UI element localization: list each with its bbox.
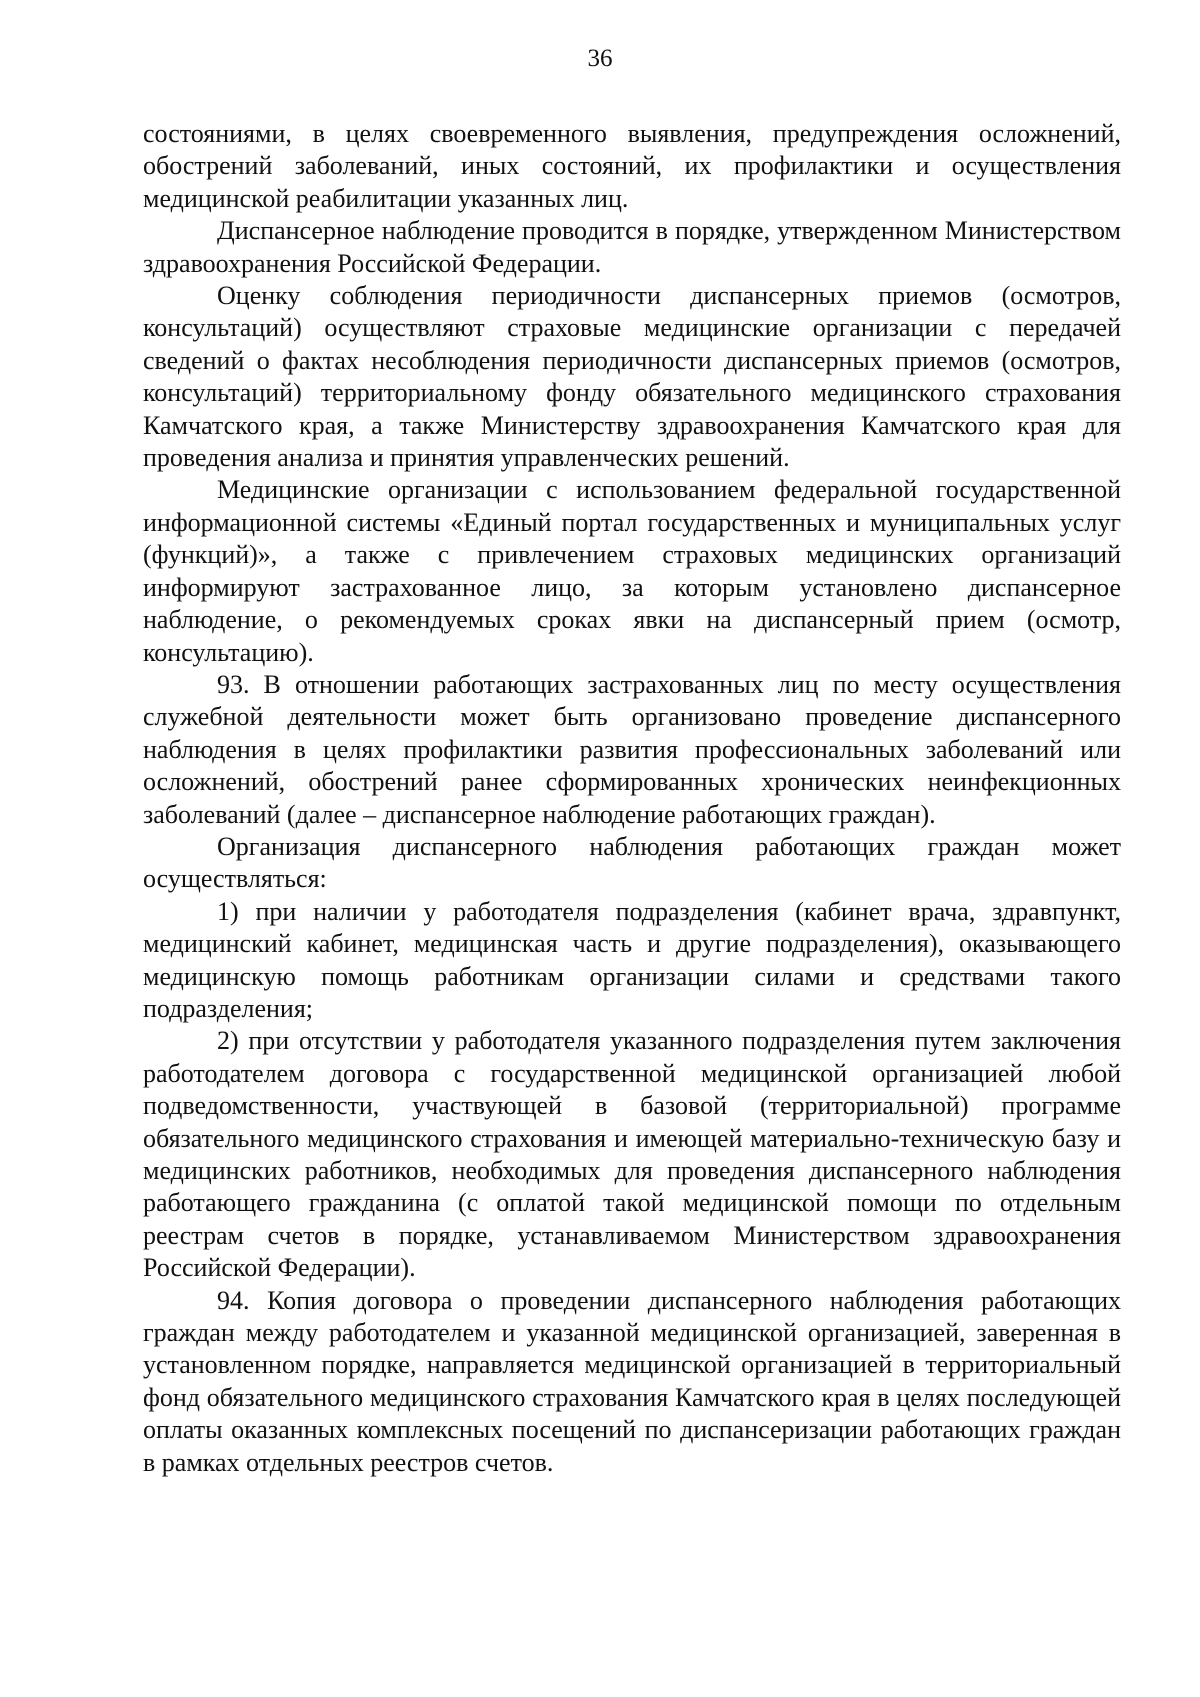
page-number: 36 (587, 45, 613, 72)
paragraph-item-94: 94. Копия договора о проведении диспансерного наблюдения работающих граждан между работодателем и указанной медицинской организацией, заверенная в установленном порядке, направляется медицинской организацией в территориальный фонд обязательного медицинского страхования Камчатского края в целях последующей оплаты оказанных комплексных посещений по диспансеризации работающих граждан в рамках отдельных реестров счетов. (143, 1285, 1121, 1477)
list-item-2: 2) при отсутствии у работодателя указанного подразделения путем заключения работодателем договора с государственной медицинской организацией любой подведомственности, участвующей в базовой (территориальной) программе обязательного медицинского страхования и имеющей материально-техническую базу и медицинских работников, необходимых для проведения диспансерного наблюдения работающего гражданина (с оплатой такой медицинской помощи по отдельным реестрам счетов в порядке, устанавливаемом Министерством здравоохранения Российской Федерации). (143, 1026, 1121, 1283)
paragraph-item-93: 93. В отношении работающих застрахованных лиц по месту осуществления служебной деятельности может быть организовано проведение диспансерного наблюдения в целях профилактики развития профессиональных заболеваний или осложнений, обострений ранее сформированных хронических неинфекционных заболеваний (далее – диспансерное наблюдение работающих граждан). (143, 669, 1121, 829)
paragraph-periodicity-assessment: Оценку соблюдения периодичности диспансерных приемов (осмотров, консультаций) осуществляют страховые медицинские организации с передачей сведений о фактах несоблюдения периодичности диспансерных приемов (осмотров, консультаций) территориальному фонду обязательного медицинского страхования Камчатского края, а также Министерству здравоохранения Камчатского края для проведения анализа и принятия управленческих решений. (143, 281, 1121, 473)
document-body (143, 118, 1121, 1479)
paragraph-observation-order: Диспансерное наблюдение проводится в порядке, утвержденном Министерством здравоохранения Российской Федерации. (143, 216, 1121, 278)
paragraph-informing: Медицинские организации с использованием федеральной государственной информационной системы «Единый портал государственных и муниципальных услуг (функций)», а также с привлечением страховых медицинских организаций информируют застрахованное лицо, за которым установлено диспансерное наблюдение, о рекомендуемых сроках явки на диспансерный прием (осмотр, консультацию). (143, 475, 1121, 667)
list-item-1: 1) при наличии у работодателя подразделения (кабинет врача, здравпункт, медицинский кабинет, медицинская часть и другие подразделения), оказывающего медицинскую помощь работникам организации силами и средствами такого подразделения; (143, 896, 1121, 1023)
paragraph-organization: Организация диспансерного наблюдения работающих граждан может осуществляться: (143, 831, 1121, 894)
paragraph-continuation: состояниями, в целях своевременного выявления, предупреждения осложнений, обострений заболеваний, иных состояний, их профилактики и осуществления медицинской реабилитации указанных лиц. (143, 119, 1121, 213)
